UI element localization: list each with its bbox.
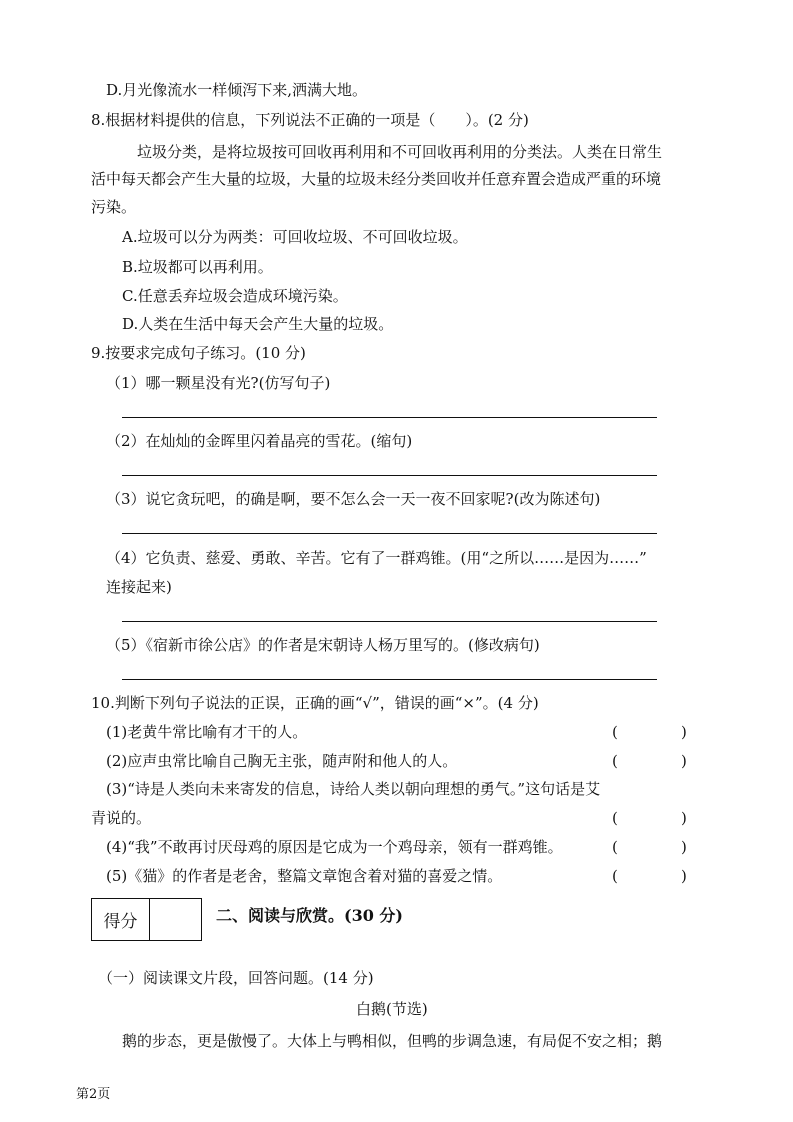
q10-paren-open-1: ( bbox=[612, 723, 618, 741]
q10-item-2: (2)应声虫常比喻自己胸无主张，随声附和他人的人。 bbox=[106, 752, 458, 770]
q9-item-4-cont: 连接起来) bbox=[106, 578, 172, 596]
q9-item-5: （5）《宿新市徐公店》的作者是宋朝诗人杨万里写的。(修改病句) bbox=[106, 636, 540, 654]
passage-title: 白鹅(节选) bbox=[356, 1000, 428, 1018]
q9-prompt: 9.按要求完成句子练习。(10 分) bbox=[91, 344, 306, 362]
q10-paren-close-4: ) bbox=[681, 838, 687, 856]
q10-item-3: (3)“诗是人类向未来寄发的信息，诗给人类以朝向理想的勇气。”这句话是艾 bbox=[106, 780, 601, 798]
q9-item-1: （1）哪一颗星没有光?(仿写句子) bbox=[106, 374, 331, 392]
section-title: 二、阅读与欣赏。(30 分) bbox=[216, 906, 403, 925]
passage-first-line: 鹅的步态，更是傲慢了。大体上与鸭相似，但鸭的步调急速，有局促不安之相；鹅 bbox=[122, 1032, 663, 1050]
q10-item-4: (4)“我”不敢再讨厌母鸡的原因是它成为一个鸡母亲，领有一群鸡锥。 bbox=[106, 838, 563, 856]
q10-item-5: (5)《猫》的作者是老舍，整篇文章饱含着对猫的喜爱之情。 bbox=[106, 867, 503, 885]
q8-option-b: B.垃圾都可以再利用。 bbox=[122, 258, 273, 276]
page-number: 第2页 bbox=[76, 1087, 111, 1102]
q10-paren-open-3: ( bbox=[612, 809, 618, 827]
q9-answer-line-2[interactable] bbox=[122, 475, 657, 476]
q8-material-line-1: 垃圾分类，是将垃圾按可回收再利用和不可回收再利用的分类法。人类在日常生 bbox=[137, 143, 663, 161]
q10-item-1: (1)老黄牛常比喻有才干的人。 bbox=[106, 723, 308, 741]
q8-option-a: A.垃圾可以分为两类：可回收垃圾、不可回收垃圾。 bbox=[122, 228, 468, 246]
q10-paren-close-3: ) bbox=[681, 809, 687, 827]
score-field[interactable] bbox=[150, 899, 201, 940]
q10-paren-close-2: ) bbox=[681, 752, 687, 770]
q10-paren-close-5: ) bbox=[681, 867, 687, 885]
q7-option-d: D.月光像流水一样倾泻下来,洒满大地。 bbox=[106, 81, 368, 99]
q9-item-4: （4）它负责、慈爱、勇敢、辛苦。它有了一群鸡锥。(用“之所以……是因为……” bbox=[106, 549, 647, 567]
q8-material-line-3: 污染。 bbox=[91, 198, 137, 216]
q10-paren-close-1: ) bbox=[681, 723, 687, 741]
q9-answer-line-5[interactable] bbox=[122, 679, 657, 680]
score-label: 得分 bbox=[92, 899, 150, 940]
q10-paren-open-2: ( bbox=[612, 752, 618, 770]
q9-answer-line-1[interactable] bbox=[122, 417, 657, 418]
q10-paren-open-4: ( bbox=[612, 838, 618, 856]
q10-item-3-cont: 青说的。 bbox=[91, 809, 152, 827]
q8-prompt: 8.根据材料提供的信息，下列说法不正确的一项是（ ）。(2 分) bbox=[91, 111, 529, 129]
q8-option-d: D.人类在生活中每天会产生大量的垃圾。 bbox=[122, 315, 394, 333]
q10-prompt: 10.判断下列句子说法的正误，正确的画“√”，错误的画“×”。(4 分) bbox=[91, 694, 539, 712]
q9-item-2: （2）在灿灿的金晖里闪着晶亮的雪花。(缩句) bbox=[106, 432, 413, 450]
q9-answer-line-3[interactable] bbox=[122, 533, 657, 534]
q8-material-line-2: 活中每天都会产生大量的垃圾，大量的垃圾未经分类回收并任意弃置会造成严重的环境 bbox=[91, 170, 662, 188]
q10-paren-open-5: ( bbox=[612, 867, 618, 885]
sub-heading: （一）阅读课文片段，回答问题。(14 分) bbox=[98, 969, 374, 987]
q9-item-3: （3）说它贪玩吧，的确是啊，要不怎么会一天一夜不回家呢?(改为陈述句) bbox=[106, 490, 601, 508]
q9-answer-line-4[interactable] bbox=[122, 621, 657, 622]
score-box bbox=[91, 898, 202, 941]
q8-option-c: C.任意丢弃垃圾会造成环境污染。 bbox=[122, 287, 348, 305]
